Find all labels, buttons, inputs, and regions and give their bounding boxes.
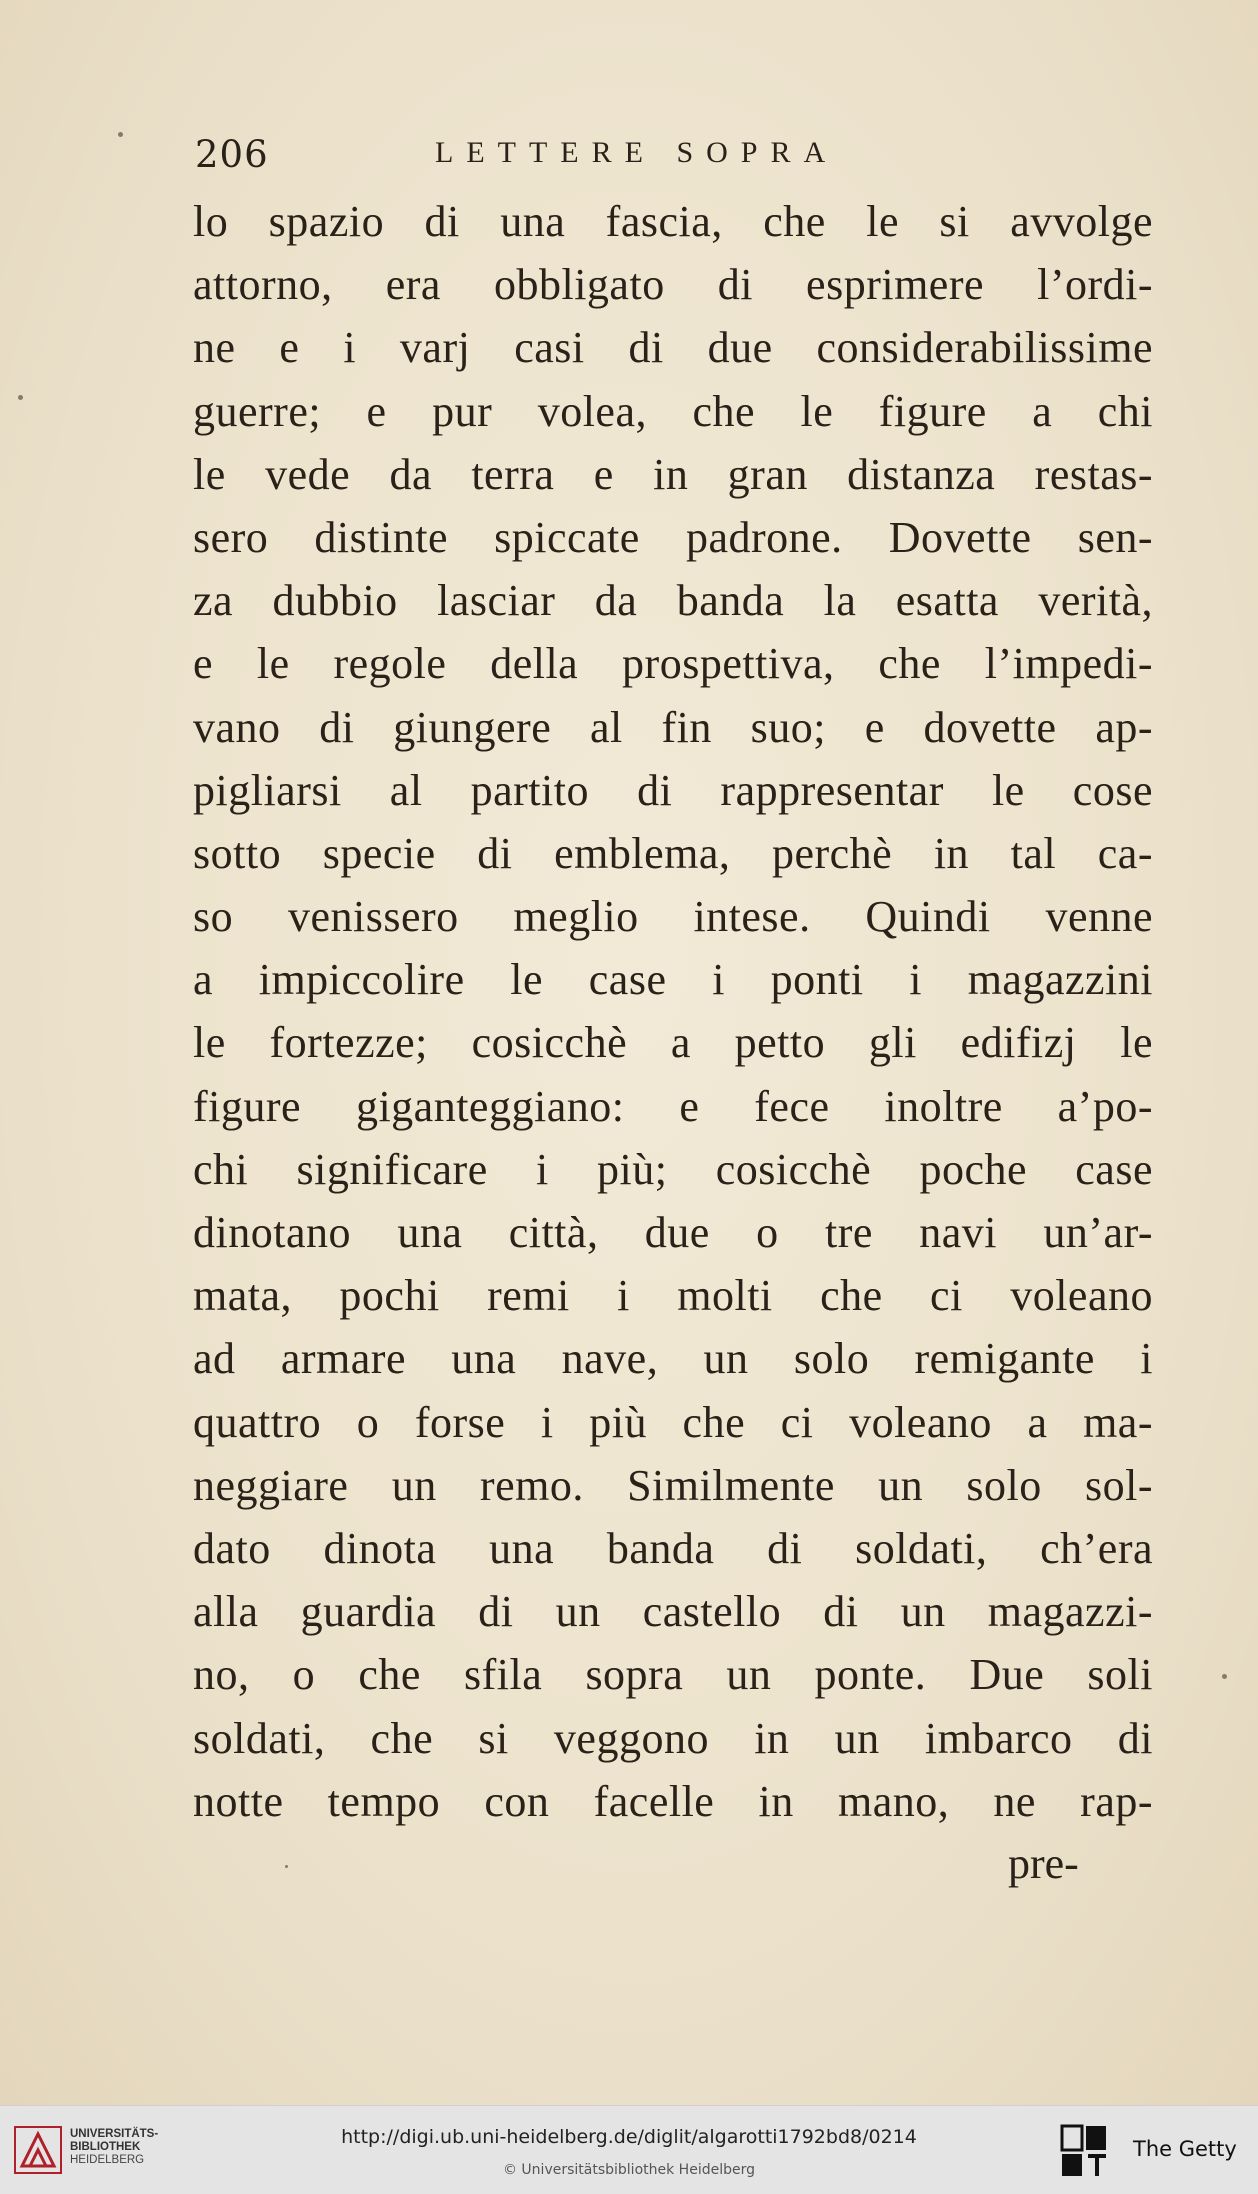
text-line: za dubbio lasciar da banda la esatta verità,: [193, 576, 1153, 626]
text-line: alla guardia di un castello di un magazzi-: [193, 1587, 1153, 1637]
text-line: lo spazio di una fascia, che le si avvolge: [193, 197, 1153, 246]
text-line: neggiare un remo. Similmente un solo sol-: [193, 1460, 1153, 1510]
page-number: 206: [195, 133, 269, 176]
catchword: pre-: [1008, 1839, 1079, 1888]
viewer-footer: [0, 2105, 1258, 2194]
running-title: LETTERE SOPRA: [435, 136, 839, 169]
getty-name: The Getty: [1133, 2137, 1237, 2161]
text-line: soldati, che si veggono in un imbarco di: [193, 1713, 1153, 1763]
text-line: ne e i varj casi di due considerabilissime: [193, 323, 1153, 373]
text-line: pigliarsi al partito di rappresentar le cose: [193, 765, 1153, 815]
text-line: figure giganteggiano: e fece inoltre a’po-: [193, 1081, 1153, 1131]
text-line: attorno, era obbligato di esprimere l’ordi-: [193, 260, 1153, 310]
body-text: [193, 190, 1153, 1833]
library-name-line-2: BIBLIOTHEK: [70, 2141, 141, 2153]
text-line: no, o che sfila sopra un ponte. Due soli: [193, 1650, 1153, 1700]
text-line: so venissero meglio intese. Quindi venne: [193, 892, 1153, 942]
text-line: ad armare una nave, un solo remigante i: [193, 1334, 1153, 1384]
paper-speck: [18, 395, 23, 400]
text-line: chi significare i più; cosicchè poche case: [193, 1144, 1153, 1194]
getty-logo-icon: [1060, 2124, 1110, 2178]
text-line: notte tempo con facelle in mano, ne rap-: [193, 1776, 1153, 1826]
text-line: sotto specie di emblema, perchè in tal ca-: [193, 828, 1153, 878]
text-line: guerre; e pur volea, che le figure a chi: [193, 386, 1153, 436]
text-line: e le regole della prospettiva, che l’impedi-: [193, 639, 1153, 689]
text-line: le fortezze; cosicchè a petto gli edifizj le: [193, 1018, 1153, 1068]
paper-speck: [285, 1865, 288, 1868]
text-line: quattro o forse i più che ci voleano a ma-: [193, 1397, 1153, 1447]
running-head: [195, 133, 1155, 183]
text-line: a impiccolire le case i ponti i magazzini: [193, 955, 1153, 1005]
permalink-url[interactable]: http://digi.ub.uni-heidelberg.de/diglit/algarotti1792bd8/0214: [341, 2126, 917, 2148]
copyright-notice: © Universitätsbibliothek Heidelberg: [502, 2162, 755, 2178]
paper-speck: [118, 132, 123, 137]
text-line: sero distinte spiccate padrone. Dovette sen-: [193, 512, 1153, 562]
text-line: dinotano una città, due o tre navi un’ar-: [193, 1208, 1153, 1257]
text-line: le vede da terra e in gran distanza restas-: [193, 449, 1153, 499]
library-name-line-1: UNIVERSITÄTS-: [70, 2128, 159, 2140]
text-line: dato dinota una banda di soldati, ch’era: [193, 1523, 1153, 1573]
text-line: mata, pochi remi i molti che ci voleano: [193, 1271, 1153, 1321]
library-name-line-3: HEIDELBERG: [70, 2154, 145, 2166]
paper-speck: [1222, 1674, 1227, 1679]
text-line: vano di giungere al fin suo; e dovette ap-: [193, 702, 1153, 752]
